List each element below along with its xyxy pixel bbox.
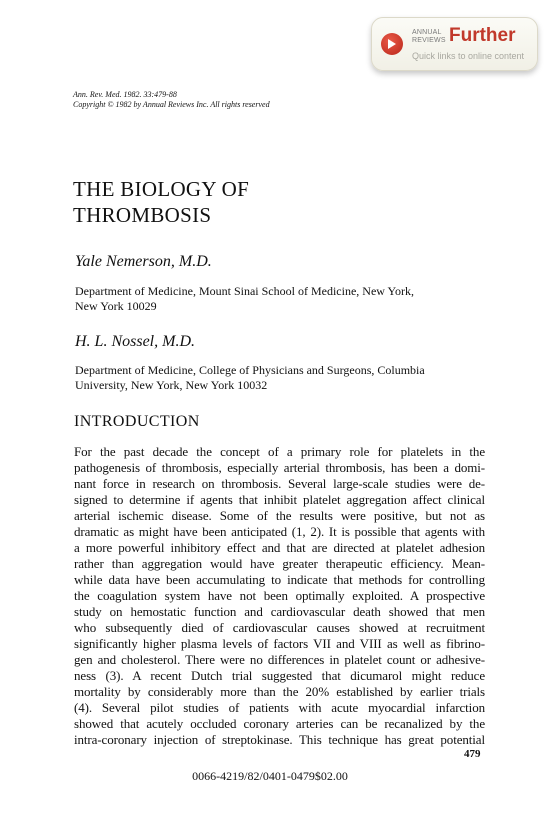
body-line: ness (3). A recent Dutch trial suggested that dicumarol might reduce [74,668,485,683]
body-line: significantly higher plasma levels of factors VII and VIII as well as fibrino- [74,636,485,651]
body-line: showed that acutely occluded coronary arteries can be recanalized by the [74,716,485,731]
body-line: while data have been accumulating to indicate that methods for controlling [74,572,485,587]
footer-price-code: 0066-4219/82/0401-0479$02.00 [192,769,348,783]
body-line: who subsequently died of cardiovascular causes showed at recruitment [74,620,485,635]
section-heading-introduction: INTRODUCTION [74,413,200,430]
affiliation-line: Department of Medicine, College of Physicians and Surgeons, Columbia [75,363,425,377]
body-line: signed to determine if agents that inhibit platelet aggregation affect clinical [74,492,485,507]
author-affiliation [75,284,455,314]
body-line: dramatic as might have been anticipated (1, 2). It is possible that agents with [74,524,485,539]
annual-reviews-further-link[interactable] [371,17,538,71]
citation-line-1: Ann. Rev. Med. 1982. 33:479-88 [73,90,177,99]
body-paragraph [74,444,485,748]
citation-line-2: Copyright © 1982 by Annual Reviews Inc. All rights reserved [73,100,270,109]
author-name: H. L. Nossel, M.D. [75,333,196,350]
body-line: nant force in research on thrombosis. Several large-scale studies were de- [74,476,485,491]
annual-reviews-label: ANNUAL REVIEWS [412,29,446,44]
body-line: the coagulation system have not been optimally exploited. A prospective [74,588,485,603]
body-line: For the past decade the concept of a primary role for platelets in the [74,444,485,459]
body-line: intra-coronary injection of streptokinase. This technique has great potential [74,732,485,747]
title-line-2: THROMBOSIS [73,203,212,227]
body-line: arterial ischemic disease. Some of the results were positive, but not as [74,508,485,523]
body-line: (4). Several pilot studies of patients with acute myocardial infarction [74,700,485,715]
body-line: study on hemostatic function and cardiovascular death showed that men [74,604,485,619]
body-line: rather than aggregation would have greater therapeutic efficiency. Mean- [74,556,485,571]
quick-links-tagline: Quick links to online content [412,51,525,61]
body-line: a more powerful inhibitory effect and that are directed at platelet adhesion [74,540,485,555]
affiliation-line: New York 10029 [75,299,157,313]
play-arrow-circle-icon [381,33,403,55]
article-title [73,176,249,228]
body-line: mortality by considerably more than the 20% established by earlier trials [74,684,485,699]
author-affiliation [75,363,455,393]
body-line: gen and cholesterol. There were no differences in platelet count or adhesive- [74,652,485,667]
page-number: 479 [464,748,481,760]
further-label: Further [449,25,516,46]
title-line-1: THE BIOLOGY OF [73,177,250,201]
affiliation-line: University, New York, New York 10032 [75,378,268,392]
body-line: pathogenesis of thrombosis, especially arterial thrombosis, has been a domi- [74,460,485,475]
author-name: Yale Nemerson, M.D. [75,253,212,270]
affiliation-line: Department of Medicine, Mount Sinai School of Medicine, New York, [75,284,414,298]
journal-citation [73,90,270,110]
